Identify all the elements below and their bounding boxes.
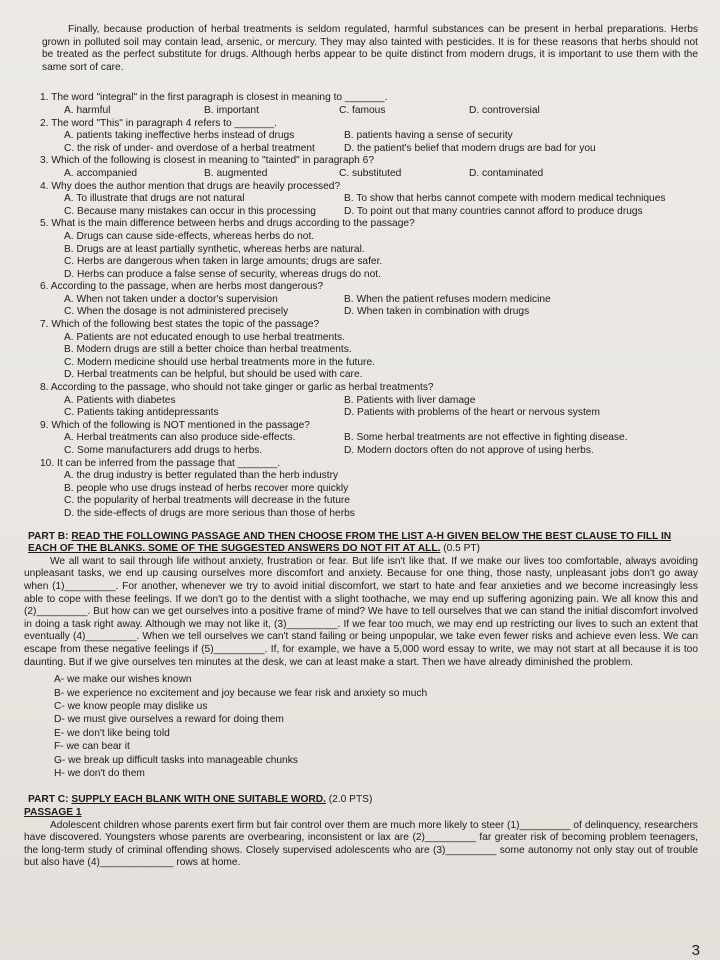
part-c-passage: Adolescent children whose parents exert firm but fair control over them are much more likely to steer (1)_________ of delinquency, researchers have discovered. Youngsters whose parents are overbearing, inconsistent or lax are (2)_________ far greater risk of becoming problem teenagers, the long-term study of criminal offending shows. Closely supervised adolescents who are (3)_________ some autonomy not only stay out of trouble but also have (4)_____________ rows at home. bbox=[24, 819, 698, 869]
question-stem: 9. Which of the following is NOT mentioned in the passage? bbox=[40, 419, 310, 431]
answer-option: A. To illustrate that drugs are not natural bbox=[64, 193, 245, 205]
question-stem: 7. Which of the following best states the topic of the passage? bbox=[40, 319, 320, 331]
question-stem: 10. It can be inferred from the passage that _______. bbox=[40, 457, 281, 469]
answer-option: C. Because many mistakes can occur in this processing bbox=[64, 205, 316, 217]
answer-option: B. augmented bbox=[204, 167, 268, 179]
answer-option: D. When taken in combination with drugs bbox=[344, 306, 530, 318]
answer-option: D. Herbal treatments can be helpful, but should be used with care. bbox=[64, 369, 363, 381]
question-stem: 2. The word "This" in paragraph 4 refers to _______. bbox=[40, 117, 277, 129]
question-item bbox=[40, 181, 698, 219]
answer-option: C. the risk of under- and overdose of a herbal treatment bbox=[64, 142, 315, 154]
answer-option: D. controversial bbox=[469, 104, 540, 116]
part-b-instruction: READ THE FOLLOWING PASSAGE AND THEN CHOOSE FROM THE LIST A-H GIVEN BELOW THE BEST CLAUSE TO FILL IN EACH OF THE BLANKS. SOME OF THE SUGGESTED ANSWERS DO NOT FIT AT ALL. bbox=[28, 530, 672, 555]
question-item bbox=[40, 281, 698, 319]
question-item bbox=[40, 218, 698, 281]
answer-option: B. people who use drugs instead of herbs recover more quickly bbox=[64, 482, 349, 494]
answer-option: B. important bbox=[204, 104, 259, 116]
question-stem: 8. According to the passage, who should not take ginger or garlic as herbal treatments? bbox=[40, 382, 434, 394]
answer-option: B. Modern drugs are still a better choice than herbal treatments. bbox=[64, 344, 352, 356]
question-stem: 4. Why does the author mention that drugs are heavily processed? bbox=[40, 180, 341, 192]
answer-option: B. To show that herbs cannot compete with modern medical techniques bbox=[344, 193, 666, 205]
question-item bbox=[40, 92, 698, 117]
answer-options bbox=[64, 193, 698, 218]
answer-option: A. harmful bbox=[64, 104, 111, 116]
answer-options bbox=[64, 231, 698, 281]
answer-option: A. accompanied bbox=[64, 167, 138, 179]
question-item bbox=[40, 382, 698, 420]
choice-item: F- we can bear it bbox=[54, 741, 130, 753]
answer-options bbox=[64, 332, 698, 382]
part-c-instruction: SUPPLY EACH BLANK WITH ONE SUITABLE WORD. bbox=[71, 794, 326, 806]
choice-item: A- we make our wishes known bbox=[54, 674, 192, 686]
part-b-label: PART B: bbox=[28, 530, 69, 542]
answer-option: D. the side-effects of drugs are more serious than those of herbs bbox=[64, 507, 355, 519]
answer-options bbox=[64, 432, 698, 457]
question-stem: 5. What is the main difference between herbs and drugs according to the passage? bbox=[40, 218, 415, 230]
answer-option: A. Patients are not educated enough to use herbal treatments. bbox=[64, 331, 345, 343]
answer-option: A. Drugs can cause side-effects, whereas herbs do not. bbox=[64, 230, 315, 242]
question-list bbox=[20, 92, 698, 520]
answer-option: C. Herbs are dangerous when taken in large amounts; drugs are safer. bbox=[64, 256, 383, 268]
question-stem: 3. Which of the following is closest in meaning to "tainted" in paragraph 6? bbox=[40, 155, 374, 167]
answer-option: A. Herbal treatments can also produce side-effects. bbox=[64, 432, 296, 444]
answer-option: D. To point out that many countries cannot afford to produce drugs bbox=[344, 205, 643, 217]
passage-1-title: PASSAGE 1 bbox=[24, 806, 82, 818]
part-c-heading bbox=[28, 794, 698, 807]
answer-option: D. Patients with problems of the heart or nervous system bbox=[344, 407, 600, 419]
choice-item: C- we know people may dislike us bbox=[54, 700, 208, 712]
answer-option: D. contaminated bbox=[469, 167, 544, 179]
choice-item: E- we don't like being told bbox=[54, 727, 170, 739]
answer-options bbox=[64, 168, 698, 181]
answer-options bbox=[64, 395, 698, 420]
question-stem: 1. The word "integral" in the first paragraph is closest in meaning to _______. bbox=[40, 92, 388, 104]
choice-item: B- we experience no excitement and joy because we fear risk and anxiety so much bbox=[54, 687, 428, 699]
choice-item: G- we break up difficult tasks into manageable chunks bbox=[54, 754, 298, 766]
answer-option: D. Modern doctors often do not approve of using herbs. bbox=[344, 445, 594, 456]
question-stem: 6. According to the passage, when are herbs most dangerous? bbox=[40, 281, 324, 293]
part-c-label: PART C: bbox=[28, 794, 69, 806]
answer-options bbox=[64, 470, 698, 520]
answer-options bbox=[64, 294, 698, 319]
answer-options bbox=[64, 105, 698, 118]
answer-option: C. substituted bbox=[339, 167, 402, 179]
choice-item: H- we don't do them bbox=[54, 767, 145, 779]
answer-option: B. When the patient refuses modern medicine bbox=[344, 293, 551, 305]
answer-option: B. Patients with liver damage bbox=[344, 394, 476, 406]
part-b-points: (0.5 PT) bbox=[443, 543, 481, 555]
question-item bbox=[40, 458, 698, 521]
answer-option: A. the drug industry is better regulated than the herb industry bbox=[64, 470, 339, 482]
answer-option: C. famous bbox=[339, 104, 386, 116]
answer-options bbox=[64, 130, 698, 155]
answer-option: B. Some herbal treatments are not effective in fighting disease. bbox=[344, 432, 628, 444]
answer-option: B. patients having a sense of security bbox=[344, 130, 513, 142]
question-item bbox=[40, 155, 698, 180]
question-item bbox=[40, 319, 698, 382]
answer-option: D. Herbs can produce a false sense of security, whereas drugs do not. bbox=[64, 268, 381, 280]
question-item bbox=[40, 118, 698, 156]
answer-option: C. Modern medicine should use herbal treatments more in the future. bbox=[64, 356, 375, 368]
answer-option: A. patients taking ineffective herbs instead of drugs bbox=[64, 130, 295, 142]
answer-option: C. the popularity of herbal treatments will decrease in the future bbox=[64, 495, 350, 507]
part-b-heading bbox=[28, 531, 698, 556]
page-number: 3 bbox=[691, 942, 700, 960]
answer-option: C. Patients taking antidepressants bbox=[64, 407, 219, 419]
part-b-choice-list bbox=[54, 673, 698, 780]
answer-option: D. the patient's belief that modern drugs are bad for you bbox=[344, 142, 596, 154]
answer-option: A. When not taken under a doctor's supervision bbox=[64, 293, 278, 305]
answer-option: C. When the dosage is not administered precisely bbox=[64, 306, 289, 318]
question-item bbox=[40, 420, 698, 458]
answer-option: C. Some manufacturers add drugs to herbs. bbox=[64, 445, 263, 456]
intro-paragraph: Finally, because production of herbal treatments is seldom regulated, harmful substances can be present in herbal preparations. Herbs grown in polluted soil may contain lead, arsenic, or mercury. They may also tainted with pesticides. It is for these reasons that herbs should not be treated as the perfect substitute for drugs. Although herbs appear to be quite distinct from modern drugs, it is important to use them with the same sort of care. bbox=[42, 24, 698, 73]
part-c-points: (2.0 PTS) bbox=[328, 794, 373, 806]
part-b-passage: We all want to sail through life without anxiety, frustration or fear. But life isn't like that. If we make our lives too comfortable, always avoiding unpleasant tasks, we end up causing ourselves more discomfort and anxiety. Because for one thing, those nasty, unpleasant jobs don't go away when (1)_________. For another, whenever we try to avoid initial discomfort, we start to hate and fear anxieties and we become increasingly less able to cope with these feelings. If we don't go to the dentist with a slight toothache, we may end up suffering agonizing pain. We all know this and (2)_________. But how can we get ourselves into a positive frame of mind? We have to tell ourselves that we can stand the initial discomfort involved in doing a task right away. Although we may not like it, (3)_________. If we fear too much, we may end up restricting our lives to such an extent that eventually (4)_________. When we tell ourselves we can't stand failing or being unpopular, we take even fewer risks and achieve even less. We can escape from these negative feelings if (5)_________. If, for example, we have a 5,000 word essay to write, we may not start at all because it is too daunting. But if we give ourselves ten minutes at the desk, we can at least make a start. Then we have already diminished the problem. bbox=[24, 555, 698, 668]
answer-option: B. Drugs are at least partially synthetic, whereas herbs are natural. bbox=[64, 243, 365, 255]
choice-item: D- we must give ourselves a reward for doing them bbox=[54, 714, 284, 726]
answer-option: A. Patients with diabetes bbox=[64, 394, 176, 406]
